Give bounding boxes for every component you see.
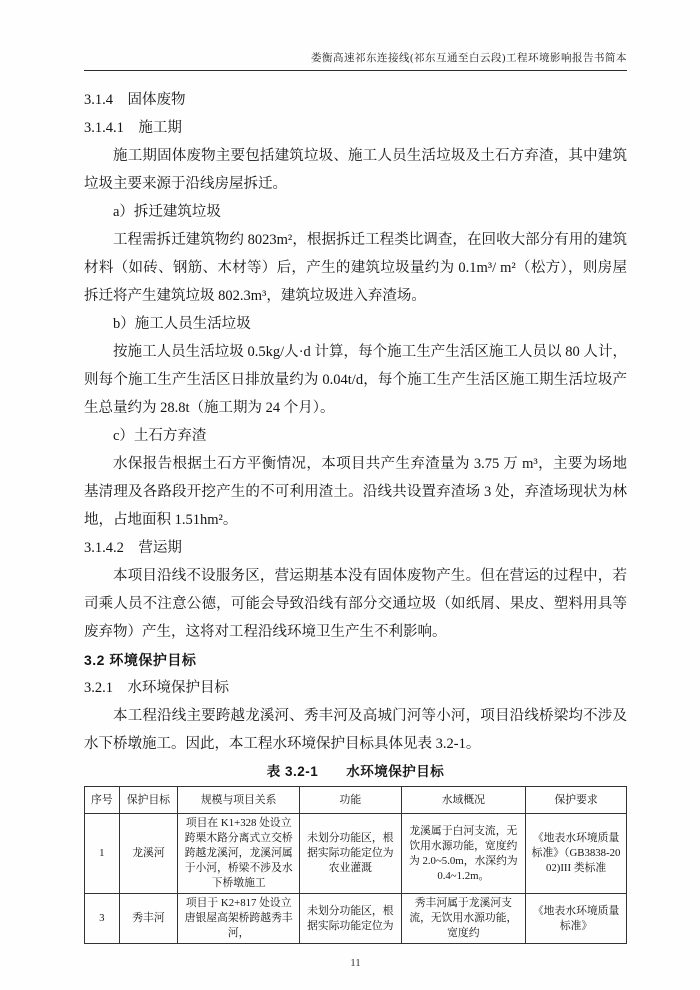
- cell-waters: 秀丰河属于龙溪河支流，无饮用水源功能，宽度约: [401, 894, 526, 944]
- water-protection-table: [84, 786, 627, 944]
- heading-3-2: 3.2 环境保护目标: [84, 652, 197, 668]
- body-text: [84, 86, 627, 758]
- cell-target: 秀丰河: [119, 894, 178, 944]
- cell-index: 3: [85, 894, 120, 944]
- list-item-a: a）拆迁建筑垃圾: [113, 204, 221, 220]
- heading-3-1-4-2: 3.1.4.2 营运期: [84, 540, 182, 556]
- list-item-c: c）土石方弃渣: [113, 428, 207, 444]
- col-header-requirement: 保护要求: [526, 787, 627, 814]
- paragraph-domestic-waste: 按施工人员生活垃圾 0.5kg/人·d 计算，每个施工生产生活区施工人员以 80 人计，则每个施工生产生活区日排放量约为 0.04t/d，每个施工生产生活区施工期生活垃圾产生总量约为 28.8t（施工期为 24 个月）。: [84, 344, 627, 416]
- cell-function: 未划分功能区，根据实际功能定位为: [300, 894, 401, 944]
- col-header-waters: 水域概况: [401, 787, 526, 814]
- table-caption: 表 3.2-1 水环境保护目标: [266, 764, 445, 779]
- paragraph-spoil-waste: 水保报告根据土石方平衡情况，本项目共产生弃渣量为 3.75 万 m³，主要为场地基清理及各路段开挖产生的不可利用渣土。沿线共设置弃渣场 3 处，弃渣场现状为林地，占地面积 1.51hm²。: [84, 456, 627, 528]
- paragraph-water-targets: 本工程沿线主要跨越龙溪河、秀丰河及高城门河等小河，项目沿线桥梁均不涉及水下桥墩施工。因此，本工程水环境保护目标具体见表 3.2-1。: [84, 708, 627, 752]
- cell-target: 龙溪河: [119, 814, 178, 894]
- cell-waters: 龙溪属于白河支流，无饮用水源功能，宽度约为 2.0~5.0m，水深约为 0.4~1.2m。: [401, 814, 526, 894]
- paragraph-operation-period: 本项目沿线不设服务区，营运期基本没有固体废物产生。但在营运的过程中，若司乘人员不注意公德，可能会导致沿线有部分交通垃圾（如纸屑、果皮、塑料用具等废弃物）产生，这将对工程沿线环境卫生产生不利影响。: [84, 568, 627, 640]
- col-header-target: 保护目标: [119, 787, 178, 814]
- cell-index: 1: [85, 814, 120, 894]
- paragraph-solid-waste-intro: 施工期固体废物主要包括建筑垃圾、施工人员生活垃圾及土石方弃渣，其中建筑垃圾主要来源于沿线房屋拆迁。: [84, 148, 627, 192]
- heading-3-2-1: 3.2.1 水环境保护目标: [84, 680, 229, 696]
- cell-requirement: 《地表水环境质量标准》: [526, 894, 627, 944]
- col-header-index: 序号: [85, 787, 120, 814]
- list-item-b: b）施工人员生活垃圾: [113, 316, 251, 332]
- table-row: [85, 814, 627, 894]
- col-header-scale: 规模与项目关系: [178, 787, 300, 814]
- heading-3-1-4: 3.1.4 固体废物: [84, 92, 186, 108]
- col-header-function: 功能: [300, 787, 401, 814]
- running-header: 娄衡高速祁东连接线(祁东互通至白云段)工程环境影响报告书简本: [84, 50, 627, 71]
- table-header-row: [85, 787, 627, 814]
- paragraph-demolition-waste: 工程需拆迁建筑物约 8023m²，根据拆迁工程类比调查，在回收大部分有用的建筑材料（如砖、钢筋、木材等）后，产生的建筑垃圾量约为 0.1m³/ m²（松方），则房屋拆迁将产生建筑垃圾 802.3m³，建筑垃圾进入弃渣场。: [84, 232, 627, 304]
- table-row: [85, 894, 627, 944]
- page-content: [84, 50, 627, 969]
- cell-scale: 项目于 K2+817 处设立唐银屋高架桥跨越秀丰河，: [178, 894, 300, 944]
- heading-3-1-4-1: 3.1.4.1 施工期: [84, 120, 182, 136]
- cell-requirement: 《地表水环境质量标准》（GB3838-2002)III 类标准: [526, 814, 627, 894]
- cell-function: 未划分功能区，根据实际功能定位为农业灌溉: [300, 814, 401, 894]
- cell-scale: 项目在 K1+328 处设立跨栗木路分离式立交桥跨越龙溪河，龙溪河属于小河，桥梁不涉及水下桥墩施工: [178, 814, 300, 894]
- page-number: 11: [350, 957, 361, 969]
